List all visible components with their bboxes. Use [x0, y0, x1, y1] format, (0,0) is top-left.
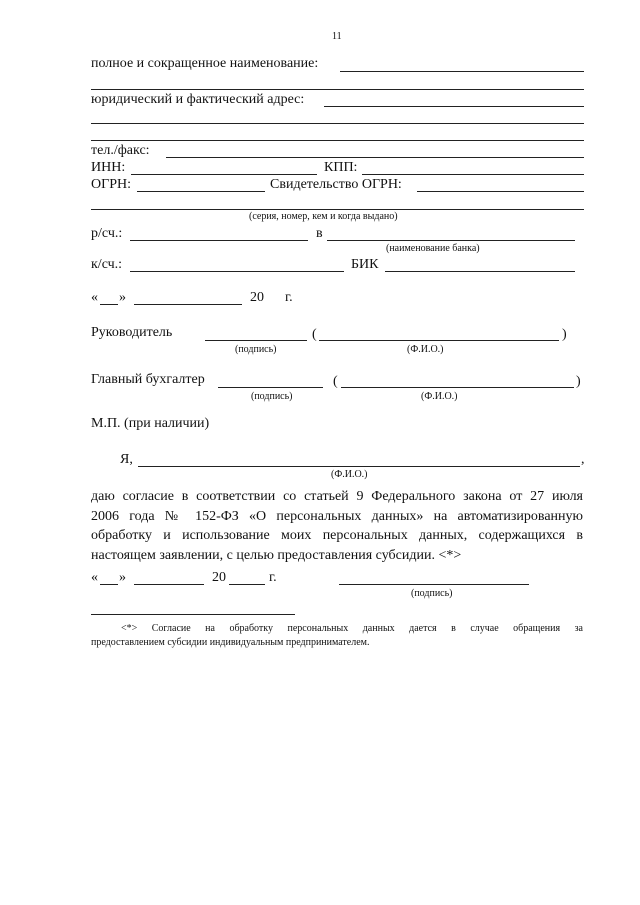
ogrn-cert-label: Свидетельство ОГРН:	[270, 177, 402, 192]
phone-field-line[interactable]	[166, 157, 584, 158]
chief-accountant-signature-line[interactable]	[218, 387, 323, 388]
consent-line-1: даю согласие в соответствии со статьей 9 Федерального закона от 27 июля	[91, 489, 583, 504]
footnote	[91, 622, 583, 650]
phone-label: тел./факс:	[91, 143, 150, 158]
chief-accountant-close-paren: )	[576, 374, 581, 389]
date1-year-suffix: г.	[285, 290, 293, 305]
date2-signature-hint: (подпись)	[411, 588, 453, 599]
director-open-paren: (	[312, 327, 317, 342]
ogrn-cert-field-line-2[interactable]	[91, 209, 584, 210]
account-field-line[interactable]	[130, 240, 308, 241]
consent-line-4: настоящем заявлении, с целью предоставления субсидии. <*>	[91, 547, 462, 563]
date2-day-line[interactable]	[100, 584, 118, 585]
page-number: 11	[332, 31, 342, 42]
date2-signature-line[interactable]	[339, 584, 529, 585]
consent-line-2: 2006 года № 152-ФЗ «О персональных данных» на автоматизированную	[91, 508, 583, 524]
chief-accountant-fio-line[interactable]	[341, 387, 574, 388]
date1-year-prefix: 20	[250, 290, 264, 305]
director-close-paren: )	[562, 327, 567, 342]
name-field-line-2[interactable]	[91, 89, 584, 90]
inn-label: ИНН:	[91, 160, 126, 175]
consent-i-label: Я,	[120, 452, 133, 467]
date2-year-suffix: г.	[269, 570, 277, 585]
date2-month-line[interactable]	[134, 584, 204, 585]
chief-accountant-fio-hint: (Ф.И.О.)	[421, 391, 458, 402]
date2-year-prefix: 20	[212, 570, 226, 585]
director-fio-hint: (Ф.И.О.)	[407, 344, 444, 355]
director-label: Руководитель	[91, 325, 173, 340]
address-field-line[interactable]	[324, 106, 584, 107]
consent-comma: ,	[581, 452, 585, 467]
bik-field-line[interactable]	[385, 271, 575, 272]
stamp-label: М.П. (при наличии)	[91, 416, 210, 431]
director-fio-line[interactable]	[319, 340, 559, 341]
date2-close-quote: »	[119, 570, 126, 585]
consent-fio-hint: (Ф.И.О.)	[331, 469, 368, 480]
date1-month-line[interactable]	[134, 304, 242, 305]
bik-label: БИК	[351, 257, 379, 272]
date2-year-line[interactable]	[229, 584, 265, 585]
corr-account-label: к/сч.:	[91, 257, 123, 272]
director-signature-hint: (подпись)	[235, 344, 277, 355]
name-label: полное и сокращенное наименование:	[91, 56, 319, 71]
name-field-line[interactable]	[340, 71, 584, 72]
inn-field-line[interactable]	[131, 174, 317, 175]
in-bank-label: в	[316, 226, 323, 241]
address-label: юридический и фактический адрес:	[91, 92, 305, 107]
ogrn-cert-field-line[interactable]	[417, 191, 584, 192]
footnote-separator	[91, 614, 295, 615]
date2-open-quote: «	[91, 570, 98, 585]
date1-open-quote: «	[91, 290, 98, 305]
ogrn-label: ОГРН:	[91, 177, 131, 192]
bank-field-line[interactable]	[327, 240, 575, 241]
footnote-line-1: <*> Согласие на обработку персональных данных дается в случае обращения за	[121, 623, 583, 634]
bank-hint: (наименование банка)	[386, 243, 480, 254]
chief-accountant-label: Главный бухгалтер	[91, 372, 205, 387]
kpp-label: КПП:	[324, 160, 358, 175]
cert-hint: (серия, номер, кем и когда выдано)	[249, 211, 398, 222]
corr-account-field-line[interactable]	[130, 271, 344, 272]
ogrn-field-line[interactable]	[137, 191, 265, 192]
footnote-line-2: предоставлением субсидии индивидуальным предпринимателем.	[91, 637, 370, 648]
address-field-line-2[interactable]	[91, 123, 584, 124]
kpp-field-line[interactable]	[362, 174, 584, 175]
date1-day-line[interactable]	[100, 304, 118, 305]
consent-fio-line[interactable]	[138, 466, 580, 467]
consent-line-3: обработку и использование моих персональных данных, содержащихся в	[91, 528, 583, 543]
chief-accountant-signature-hint: (подпись)	[251, 391, 293, 402]
date1-close-quote: »	[119, 290, 126, 305]
consent-paragraph	[91, 487, 583, 565]
account-label: р/сч.:	[91, 226, 123, 241]
address-field-line-3[interactable]	[91, 140, 584, 141]
chief-accountant-open-paren: (	[333, 374, 338, 389]
director-signature-line[interactable]	[205, 340, 307, 341]
